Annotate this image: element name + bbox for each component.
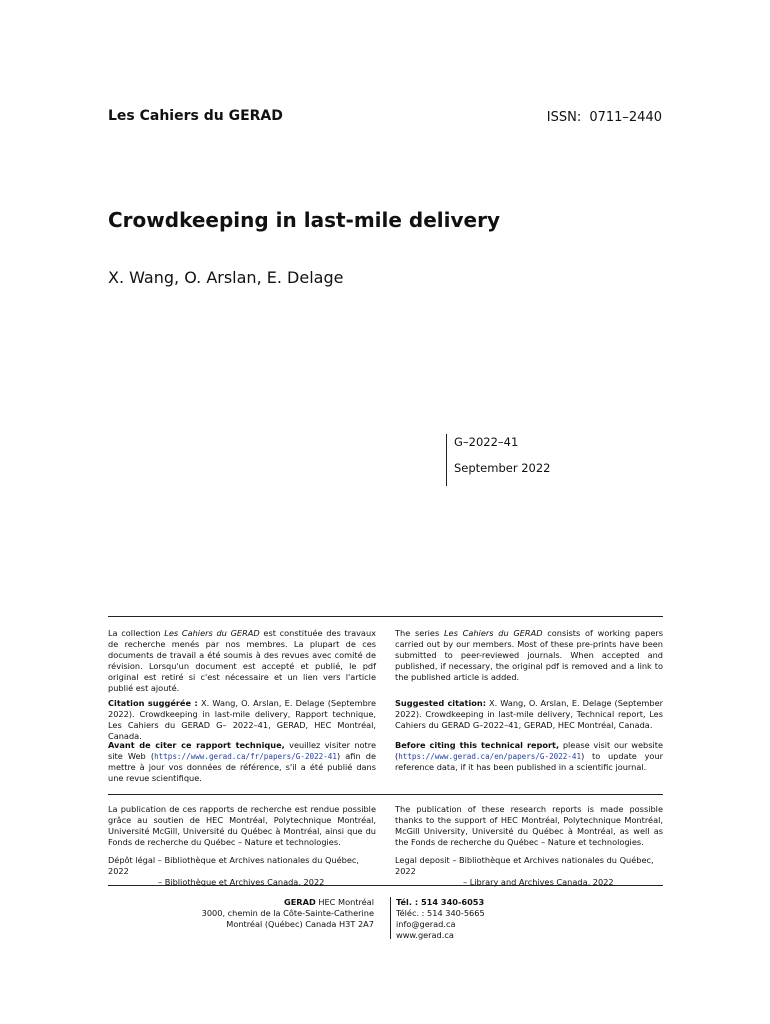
divider-top (108, 616, 663, 617)
en-before-citing: Before citing this technical report, please visit our website (https://www.gerad.ca/en/papers/G-2022-41) to update your reference data, if it has been published in a scientific journal. (395, 740, 663, 772)
fax: Téléc. : 514 340-5665 (396, 908, 485, 918)
en-paper-link[interactable]: https://www.gerad.ca/en/papers/G-2022-41 (398, 752, 582, 761)
website-link[interactable]: www.gerad.ca (396, 930, 454, 940)
contact-divider (390, 897, 391, 939)
fr-citation: Citation suggérée : X. Wang, O. Arslan, E. Delage (Septembre 2022). Crowdkeeping in last-mile delivery, Rapport technique, Les Cahiers du GERAD G– 2022–41, GERAD, HEC Montréal, Canada. (108, 698, 376, 741)
email-link[interactable]: info@gerad.ca (396, 919, 456, 929)
en-funding: The publication of these research reports is made possible thanks to the support of HEC Montréal, Polytechnique Montréal, McGill University, Université du Québec à Montréal, as well as the Fonds de recherche du Québec – Nature et technologies. (395, 804, 663, 847)
en-citation: Suggested citation: X. Wang, O. Arslan, E. Delage (September 2022). Crowdkeeping in last-mile delivery, Technical report, Les Cahiers du GERAD G–2022–41, GERAD, HEC Montréal, Canada. (395, 698, 663, 730)
report-date: September 2022 (454, 461, 551, 475)
fr-paper-link[interactable]: https://www.gerad.ca/fr/papers/G-2022-41 (154, 752, 337, 761)
paper-authors: X. Wang, O. Arslan, E. Delage (108, 268, 344, 287)
series-name: Les Cahiers du GERAD (108, 108, 283, 124)
report-number: G–2022–41 (454, 435, 519, 449)
fr-before-citing: Avant de citer ce rapport technique, veuillez visiter notre site Web (https://www.gerad.ca/fr/papers/G-2022-41) afin de mettre à jour vos données de référence, s'il a été publié dans une revue scientifique. (108, 740, 376, 783)
en-legal-deposit: Legal deposit – Bibliothèque et Archives nationales du Québec, 2022 – Library and Archives Canada, 2022 (395, 855, 654, 887)
fr-funding: La publication de ces rapports de recherche est rendue possible grâce au soutien de HEC Montréal, Polytechnique Montréal, Université McGill, Université du Québec à Montréal, ainsi que du Fonds de recherche du Québec – Nature et technologies. (108, 804, 376, 847)
fr-legal-deposit: Dépôt légal – Bibliothèque et Archives nationales du Québec, 2022 – Bibliothèque et Archives Canada, 2022 (108, 855, 360, 887)
phone: Tél. : 514 340-6053 (396, 897, 485, 907)
report-info (446, 434, 551, 486)
divider-bottom (108, 885, 663, 886)
paper-title: Crowdkeeping in last-mile delivery (108, 208, 501, 232)
gerad-contact (396, 897, 485, 941)
divider-middle (108, 794, 663, 795)
issn: ISSN: 0711–2440 (546, 110, 662, 125)
en-series-note: The series Les Cahiers du GERAD consists of working papers carried out by our members. Most of these pre-prints have been submitted to peer-reviewed journals. When accepted and published, if necessary, the original pdf is removed and a link to the published article is added. (395, 628, 663, 682)
fr-collection-note: La collection Les Cahiers du GERAD est constituée des travaux de recherche menés par nos membres. La plupart de ces documents de travail a été soumis à des revues avec comité de révision. Lorsqu'un document est accepté et publié, le pdf original est retiré si c'est nécessaire et un lien vers l'article publié est ajouté. (108, 628, 376, 693)
gerad-address: GERAD HEC Montréal 3000, chemin de la Côte-Sainte-Catherine Montréal (Québec) Canada H3T 2A7 (201, 897, 374, 929)
